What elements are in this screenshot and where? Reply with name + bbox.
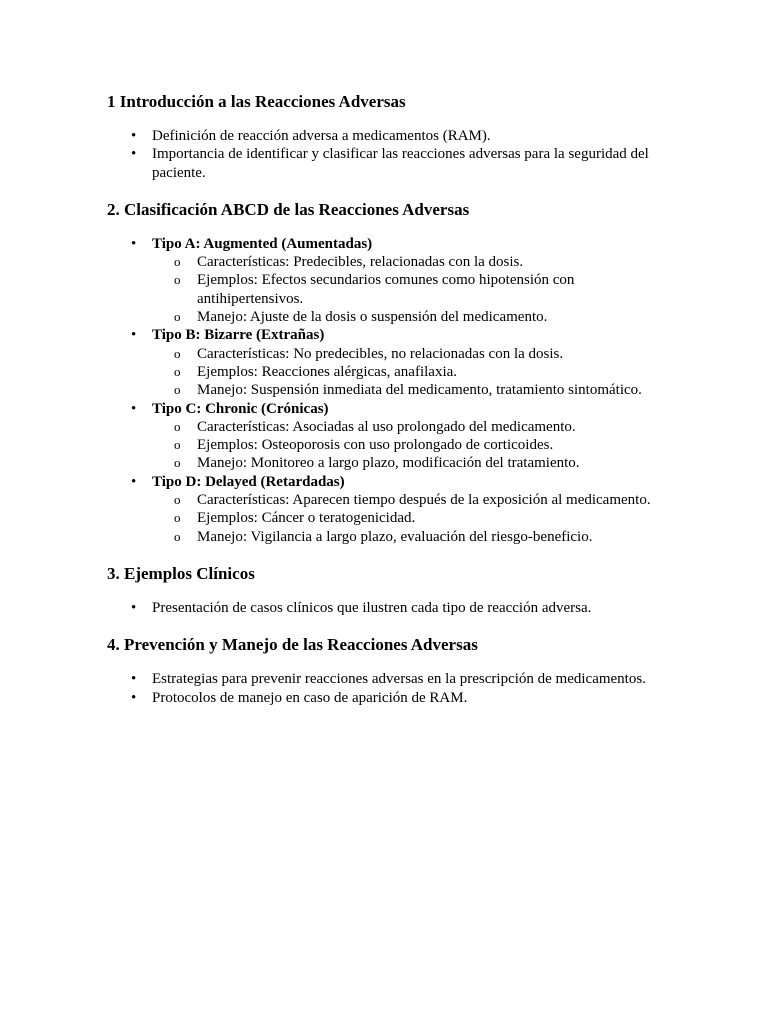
- type-details: [152, 345, 668, 400]
- bullet-list: [107, 599, 668, 617]
- type-title: Tipo B: Bizarre (Extrañas): [152, 327, 325, 344]
- type-title: Tipo D: Delayed (Retardadas): [152, 473, 345, 490]
- section-heading: 4. Prevención y Manejo de las Reacciones Adversas: [107, 635, 478, 655]
- circle-bullet-icon: o: [174, 455, 181, 471]
- detail-item: [174, 436, 668, 454]
- bullet-icon: •: [131, 599, 137, 616]
- detail-item: [174, 528, 668, 546]
- detail-item: [174, 509, 668, 527]
- detail-item: [174, 345, 668, 363]
- bullet-icon: •: [131, 128, 137, 144]
- detail-item: [174, 363, 668, 381]
- circle-bullet-icon: o: [174, 510, 181, 526]
- section-heading: 2. Clasificación ABCD de las Reacciones Adversas: [107, 199, 470, 219]
- type-list: [107, 235, 668, 546]
- circle-bullet-icon: o: [174, 254, 181, 270]
- circle-bullet-icon: o: [174, 418, 181, 434]
- list-item-text: Protocolos de manejo en caso de aparición de RAM.: [152, 689, 468, 706]
- circle-bullet-icon: o: [174, 437, 181, 453]
- detail-item: [174, 381, 668, 399]
- list-item: [131, 599, 668, 617]
- section-introduction: [107, 91, 668, 182]
- circle-bullet-icon: o: [174, 309, 181, 325]
- type-details: [152, 253, 668, 326]
- bullet-icon: •: [131, 473, 137, 490]
- circle-bullet-icon: o: [174, 382, 181, 398]
- circle-bullet-icon: o: [174, 345, 181, 361]
- bullet-icon: •: [131, 235, 137, 252]
- type-item-a: [131, 235, 668, 326]
- circle-bullet-icon: o: [174, 528, 181, 544]
- detail-item: [174, 308, 668, 326]
- list-item: [131, 670, 668, 688]
- bullet-icon: •: [131, 327, 137, 344]
- bullet-list: [107, 127, 668, 182]
- bullet-list: [107, 670, 668, 707]
- detail-text: Características: No predecibles, no relacionadas con la dosis.: [197, 345, 564, 362]
- circle-bullet-icon: o: [174, 492, 181, 508]
- type-item-b: [131, 326, 668, 399]
- type-title: Tipo A: Augmented (Aumentadas): [152, 235, 373, 252]
- list-item-text: Estrategias para prevenir reacciones adversas en la prescripción de medicamentos.: [152, 671, 646, 688]
- detail-item: [174, 418, 668, 436]
- list-item-text: Importancia de identificar y clasificar las reacciones adversas para la seguridad del paciente.: [152, 146, 649, 181]
- type-item-d: [131, 473, 668, 546]
- type-details: [152, 418, 668, 473]
- detail-text: Características: Predecibles, relacionadas con la dosis.: [197, 254, 524, 271]
- bullet-icon: •: [131, 400, 137, 417]
- detail-text: Características: Asociadas al uso prolongado del medicamento.: [197, 418, 576, 435]
- type-title: Tipo C: Chronic (Crónicas): [152, 400, 329, 417]
- bullet-icon: •: [131, 146, 137, 163]
- bullet-icon: •: [131, 671, 137, 688]
- list-item-text: Definición de reacción adversa a medicamentos (RAM).: [152, 128, 491, 144]
- circle-bullet-icon: o: [174, 272, 181, 288]
- detail-text: Manejo: Monitoreo a largo plazo, modificación del tratamiento.: [197, 455, 580, 472]
- section-classification: [107, 199, 668, 546]
- detail-text: Ejemplos: Osteoporosis con uso prolongado de corticoides.: [197, 437, 554, 454]
- type-details: [152, 491, 668, 546]
- detail-text: Manejo: Vigilancia a largo plazo, evaluación del riesgo-beneficio.: [197, 528, 593, 545]
- bullet-icon: •: [131, 689, 137, 706]
- detail-text: Ejemplos: Cáncer o teratogenicidad.: [197, 510, 416, 527]
- circle-bullet-icon: o: [174, 363, 181, 379]
- list-item: [131, 145, 668, 182]
- detail-item: [174, 271, 668, 308]
- detail-text: Ejemplos: Efectos secundarios comunes como hipotensión con antihipertensivos.: [197, 272, 575, 307]
- detail-text: Manejo: Suspensión inmediata del medicamento, tratamiento sintomático.: [197, 382, 642, 399]
- detail-item: [174, 491, 668, 509]
- detail-item: [174, 454, 668, 472]
- detail-text: Características: Aparecen tiempo después de la exposición al medicamento.: [197, 492, 651, 509]
- detail-text: Ejemplos: Reacciones alérgicas, anafilaxia.: [197, 363, 458, 380]
- list-item: [131, 689, 668, 707]
- section-heading: 1 Introducción a las Reacciones Adversas: [107, 92, 406, 111]
- detail-item: [174, 253, 668, 271]
- section-clinical-examples: [107, 563, 668, 617]
- list-item: [131, 127, 668, 145]
- detail-text: Manejo: Ajuste de la dosis o suspensión del medicamento.: [197, 309, 548, 326]
- list-item-text: Presentación de casos clínicos que ilustren cada tipo de reacción adversa.: [152, 599, 592, 616]
- section-heading: 3. Ejemplos Clínicos: [107, 563, 255, 583]
- type-item-c: [131, 400, 668, 473]
- section-prevention: [107, 634, 668, 707]
